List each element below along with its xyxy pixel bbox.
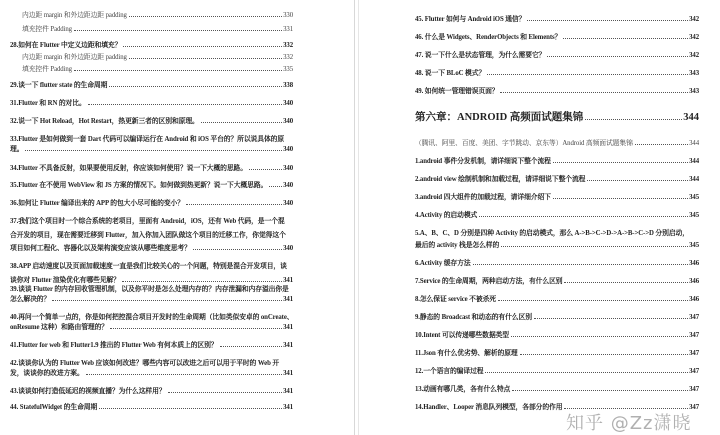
dot-leader <box>86 374 282 375</box>
toc-entry[interactable] <box>415 331 699 340</box>
toc-entry-title: 理。 <box>10 146 24 153</box>
toc-entry[interactable] <box>415 193 699 202</box>
dot-leader <box>564 408 688 409</box>
dot-leader <box>512 390 688 391</box>
dot-leader <box>498 300 688 301</box>
page-number: 332 <box>283 42 293 49</box>
dot-leader <box>553 198 688 199</box>
page-number: 346 <box>689 296 699 303</box>
page-number: 340 <box>283 200 293 207</box>
toc-entry[interactable] <box>415 15 699 24</box>
toc-entry-title: 48. 说一下 BLoC 模式？ <box>415 70 486 77</box>
page-number: 341 <box>283 324 293 331</box>
toc-entry[interactable] <box>415 211 699 220</box>
toc-entry[interactable] <box>10 359 293 368</box>
toc-entry[interactable] <box>10 285 293 294</box>
toc-entry-title: 32.说一下 Hot Reload，Hot Restart，热更新三者的区别和原理。 <box>10 118 199 125</box>
dot-leader <box>52 300 282 301</box>
dot-leader <box>534 318 688 319</box>
dot-leader <box>193 249 282 250</box>
toc-entry-title: 1.android 事件分发机制，请详细说下整个流程 <box>415 158 551 165</box>
watermark: 知乎 @Zz潇晓 <box>566 413 692 434</box>
toc-entry-title: 第六章：ANDROID 高频面试题集锦 <box>415 112 584 123</box>
toc-entry[interactable] <box>415 295 699 304</box>
page-number: 345 <box>689 212 699 219</box>
toc-entry[interactable] <box>10 313 293 322</box>
toc-page-left <box>0 0 355 435</box>
toc-page-right <box>358 0 720 435</box>
dot-leader <box>74 30 282 31</box>
dot-leader <box>25 150 282 151</box>
toc-entry-title: 9.静态的 Broadcast 和动态的有什么区别 <box>415 314 532 321</box>
toc-entry-title: 最后的 activity 栈是怎么样的 <box>415 242 500 249</box>
toc-entry[interactable] <box>415 277 699 286</box>
toc-entry[interactable] <box>10 81 293 90</box>
page-number: 343 <box>689 88 699 95</box>
dot-leader <box>500 92 688 93</box>
toc-entry-title: 内边距 margin 和外边距边距 padding <box>22 54 127 61</box>
toc-entry-title: 填充控件 Padding <box>22 26 72 33</box>
toc-entry-title: 28.如何在 Flutter 中定义边距和填充？ <box>10 42 122 49</box>
page-number: 331 <box>283 26 293 33</box>
toc-entry-title: 38.APP 启动速度以及页面加载速度一直是我们比较关心的一个问题，特别是混合开发项目，谈 <box>10 263 287 270</box>
toc-entry-title: 5.A、B、C、D 分别是四种 Activity 的启动模式，那么 A->B->C->D->A->B->C->D 分别启动， <box>415 230 689 237</box>
toc-entry[interactable] <box>22 25 293 34</box>
toc-entry[interactable] <box>10 276 293 285</box>
toc-entry[interactable] <box>415 349 699 358</box>
toc-entry[interactable] <box>10 244 293 253</box>
toc-entry[interactable] <box>10 231 293 240</box>
toc-entry-title: 项目如何工程化、容器化以及架构演变应该从哪些维度思考？ <box>10 245 191 252</box>
toc-entry-title: 11.Json 有什么优劣势、解析的原理 <box>415 350 518 357</box>
dot-leader <box>110 328 282 329</box>
dot-leader <box>168 392 283 393</box>
page-number: 341 <box>283 277 293 284</box>
page-number: 346 <box>689 278 699 285</box>
page-number: 340 <box>283 182 293 189</box>
toc-entry[interactable] <box>10 217 293 226</box>
dot-leader <box>485 372 688 373</box>
dot-leader <box>553 162 688 163</box>
dot-leader <box>109 86 282 87</box>
toc-entry[interactable] <box>415 33 699 42</box>
toc-entry[interactable] <box>10 41 293 50</box>
page-number: 341 <box>283 296 293 303</box>
dot-leader <box>527 20 688 21</box>
toc-entry-title: 37.我们这个项目时一个综合系统的老项目，里面有 Android，iOS，还有 Web 代码，是一个混 <box>10 218 285 225</box>
page-number: 335 <box>283 66 293 73</box>
dot-leader <box>585 119 682 120</box>
toc-entry-title: 47. 说一下什么是状态管理，为什么需要它？ <box>415 52 546 59</box>
toc-entry-title: 43.谈谈如何打造低延迟的视频直播？为什么这样用？ <box>10 388 166 395</box>
dot-leader <box>249 169 282 170</box>
dot-leader <box>520 354 688 355</box>
toc-entry[interactable] <box>10 181 293 190</box>
toc-entry-title: 35.Flutter 在不使用 WebView 和 JS 方案的情况下。如何做到热更新？说一下大概思路。 <box>10 182 268 189</box>
page-number: 341 <box>283 342 293 349</box>
page-number: 342 <box>689 16 699 23</box>
toc-entry-title: 42.谈谈你认为的 Flutter Web 应该如何改进？哪些内容可以改进之后可以用于平时的 Web 开 <box>10 360 280 367</box>
toc-entry[interactable] <box>10 117 293 126</box>
dot-leader <box>269 186 282 187</box>
dot-leader <box>88 104 282 105</box>
toc-entry[interactable] <box>10 199 293 208</box>
toc-entry[interactable] <box>10 262 293 271</box>
page-number: 340 <box>283 146 293 153</box>
toc-entry-title: 14.Handler、Looper 消息队列模型，各部分的作用 <box>415 404 563 411</box>
toc-entry-title: 2.android view 绘制机制和加载过程，请详细说下整个流程 <box>415 176 586 183</box>
page-number: 344 <box>689 140 699 147</box>
toc-entry-title: 填充控件 Padding <box>22 66 72 73</box>
toc-entry-title: 12.一个语言的编译过程 <box>415 368 484 375</box>
toc-entry[interactable] <box>22 65 293 74</box>
page-number: 341 <box>283 404 293 411</box>
page-number: 347 <box>689 350 699 357</box>
dot-leader <box>487 74 688 75</box>
dot-leader <box>129 16 282 17</box>
page-number: 342 <box>689 34 699 41</box>
toc-entry[interactable] <box>10 369 293 378</box>
toc-entry[interactable] <box>10 387 293 396</box>
toc-entry-title: onResume 这种）和路由管理的？ <box>10 324 108 331</box>
toc-entry[interactable] <box>10 323 293 332</box>
page-number: 347 <box>689 368 699 375</box>
toc-entry-title: 发，谈谈你的改进方案。 <box>10 370 84 377</box>
toc-entry[interactable] <box>415 403 699 412</box>
toc-entry[interactable] <box>10 164 293 173</box>
toc-entry[interactable] <box>415 87 699 96</box>
dot-leader <box>501 246 688 247</box>
page-number: 330 <box>283 12 293 19</box>
toc-entry[interactable] <box>415 367 699 376</box>
page-number: 338 <box>283 82 293 89</box>
page-number: 340 <box>283 118 293 125</box>
dot-leader <box>220 346 283 347</box>
toc-entry[interactable] <box>10 295 293 304</box>
toc-entry[interactable] <box>415 175 699 184</box>
page-number: 347 <box>689 332 699 339</box>
toc-entry-title: 33.Flutter 是如何做到一套 Dart 代码可以编译运行在 Android 和 iOS 平台的？所以说具体的原 <box>10 136 285 143</box>
toc-entry[interactable] <box>10 145 293 154</box>
toc-entry-title: 34.Flutter 不具备反射，如果要使用反射，你应该如何使用？说一下大概的思路。 <box>10 165 247 172</box>
toc-entry-title: （腾讯、阿里、百度、美团、字节跳动、京东等）Android 高频面试题集锦 <box>415 140 633 147</box>
toc-entry-title: 4.Activity 的启动模式 <box>415 212 478 219</box>
toc-entry-title: 29.谈一下 flutter state 的生命周期 <box>10 82 108 89</box>
dot-leader <box>129 58 282 59</box>
page-number: 344 <box>689 176 699 183</box>
dot-leader <box>473 264 689 265</box>
page-number: 344 <box>683 112 699 123</box>
toc-entry[interactable] <box>10 403 293 412</box>
page-number: 344 <box>689 158 699 165</box>
toc-entry[interactable] <box>22 53 293 62</box>
toc-entry-title: 8.怎么保证 service 不被杀死 <box>415 296 496 303</box>
dot-leader <box>122 281 282 282</box>
toc-entry-title: 7.Service 的生命周期，两种启动方法，有什么区别 <box>415 278 563 285</box>
toc-entry[interactable] <box>415 157 699 166</box>
toc-entry[interactable] <box>415 259 699 268</box>
page-number: 346 <box>689 260 699 267</box>
dot-leader <box>564 282 688 283</box>
toc-entry[interactable] <box>10 99 293 108</box>
chapter-heading[interactable] <box>415 111 699 124</box>
page-number: 340 <box>283 245 293 252</box>
dot-leader <box>479 216 688 217</box>
page-number: 332 <box>283 54 293 61</box>
dot-leader <box>99 408 282 409</box>
toc-entry-title: 内边距 margin 和外边距边距 padding <box>22 12 127 19</box>
dot-leader <box>74 70 282 71</box>
page-number: 347 <box>689 386 699 393</box>
page-number: 347 <box>689 314 699 321</box>
toc-entry-title: 10.Intent 可以传递哪些数据类型 <box>415 332 509 339</box>
page-number: 342 <box>689 52 699 59</box>
toc-entry-title: 40.再问一个简单一点的，你是如何把控混合项目开发时的生命周期（比如类似安卓的 onCreate、 <box>10 314 294 321</box>
toc-entry[interactable] <box>415 69 699 78</box>
page-number: 340 <box>283 100 293 107</box>
page-number: 345 <box>689 242 699 249</box>
dot-leader <box>563 38 688 39</box>
toc-entry-title: 36.如何让 Flutter 编译出来的 APP 的包大小尽可能的变小？ <box>10 200 184 207</box>
toc-entry-title: 46. 什么是 Widgets、RenderObjects 和 Elements？ <box>415 34 562 41</box>
toc-entry-title: 合开发的项目，现在需要迁移到 Flutter，加入你加入团队做这个项目的迁移工作，你觉得这个 <box>10 232 286 239</box>
toc-entry[interactable] <box>415 229 699 238</box>
dot-leader <box>547 56 688 57</box>
page-number: 341 <box>283 388 293 395</box>
toc-entry-title: 31.Flutter 和 RN 的对比。 <box>10 100 86 107</box>
toc-entry-title: 44. StatefulWidget 的生命周期 <box>10 404 98 411</box>
dot-leader <box>635 144 688 145</box>
toc-entry[interactable] <box>22 11 293 20</box>
page-number: 340 <box>283 165 293 172</box>
toc-entry[interactable] <box>415 385 699 394</box>
dot-leader <box>123 46 282 47</box>
toc-entry-title: 49. 如何统一管理错误页面？ <box>415 88 499 95</box>
toc-entry-title: 45. Flutter 如何与 Android iOS 通信？ <box>415 16 526 23</box>
toc-entry-title: 3.android 四大组件的加载过程，请详细介绍下 <box>415 194 551 201</box>
toc-entry[interactable] <box>415 313 699 322</box>
toc-entry[interactable] <box>415 241 699 250</box>
toc-entry-title: 39.谈谈 Flutter 的内存回收管理机制，以及你平时是怎么处理内存的？内存泄漏和内存溢出你是 <box>10 286 289 293</box>
toc-entry-title: 13.动画有哪几类，各有什么特点 <box>415 386 511 393</box>
dot-leader <box>201 122 282 123</box>
toc-entry[interactable] <box>10 341 293 350</box>
toc-entry-title: 怎么解决的？ <box>10 296 51 303</box>
page-number: 347 <box>689 404 699 411</box>
page-number: 341 <box>283 370 293 377</box>
dot-leader <box>587 180 688 181</box>
dot-leader <box>186 204 282 205</box>
toc-entry[interactable] <box>415 51 699 60</box>
toc-entry-title: 谈你对 Flutter 渲染优化有哪些见解？ <box>10 277 120 284</box>
toc-entry-title: 41.Flutter for web 和 Flutter1.9 推出的 Flutter Web 有何本质上的区别？ <box>10 342 218 349</box>
dot-leader <box>511 336 688 337</box>
toc-entry-title: 6.Activity 缓存方法 <box>415 260 471 267</box>
toc-entry[interactable] <box>415 139 699 148</box>
page-number: 343 <box>689 70 699 77</box>
toc-entry[interactable] <box>10 135 293 144</box>
page-number: 345 <box>689 194 699 201</box>
